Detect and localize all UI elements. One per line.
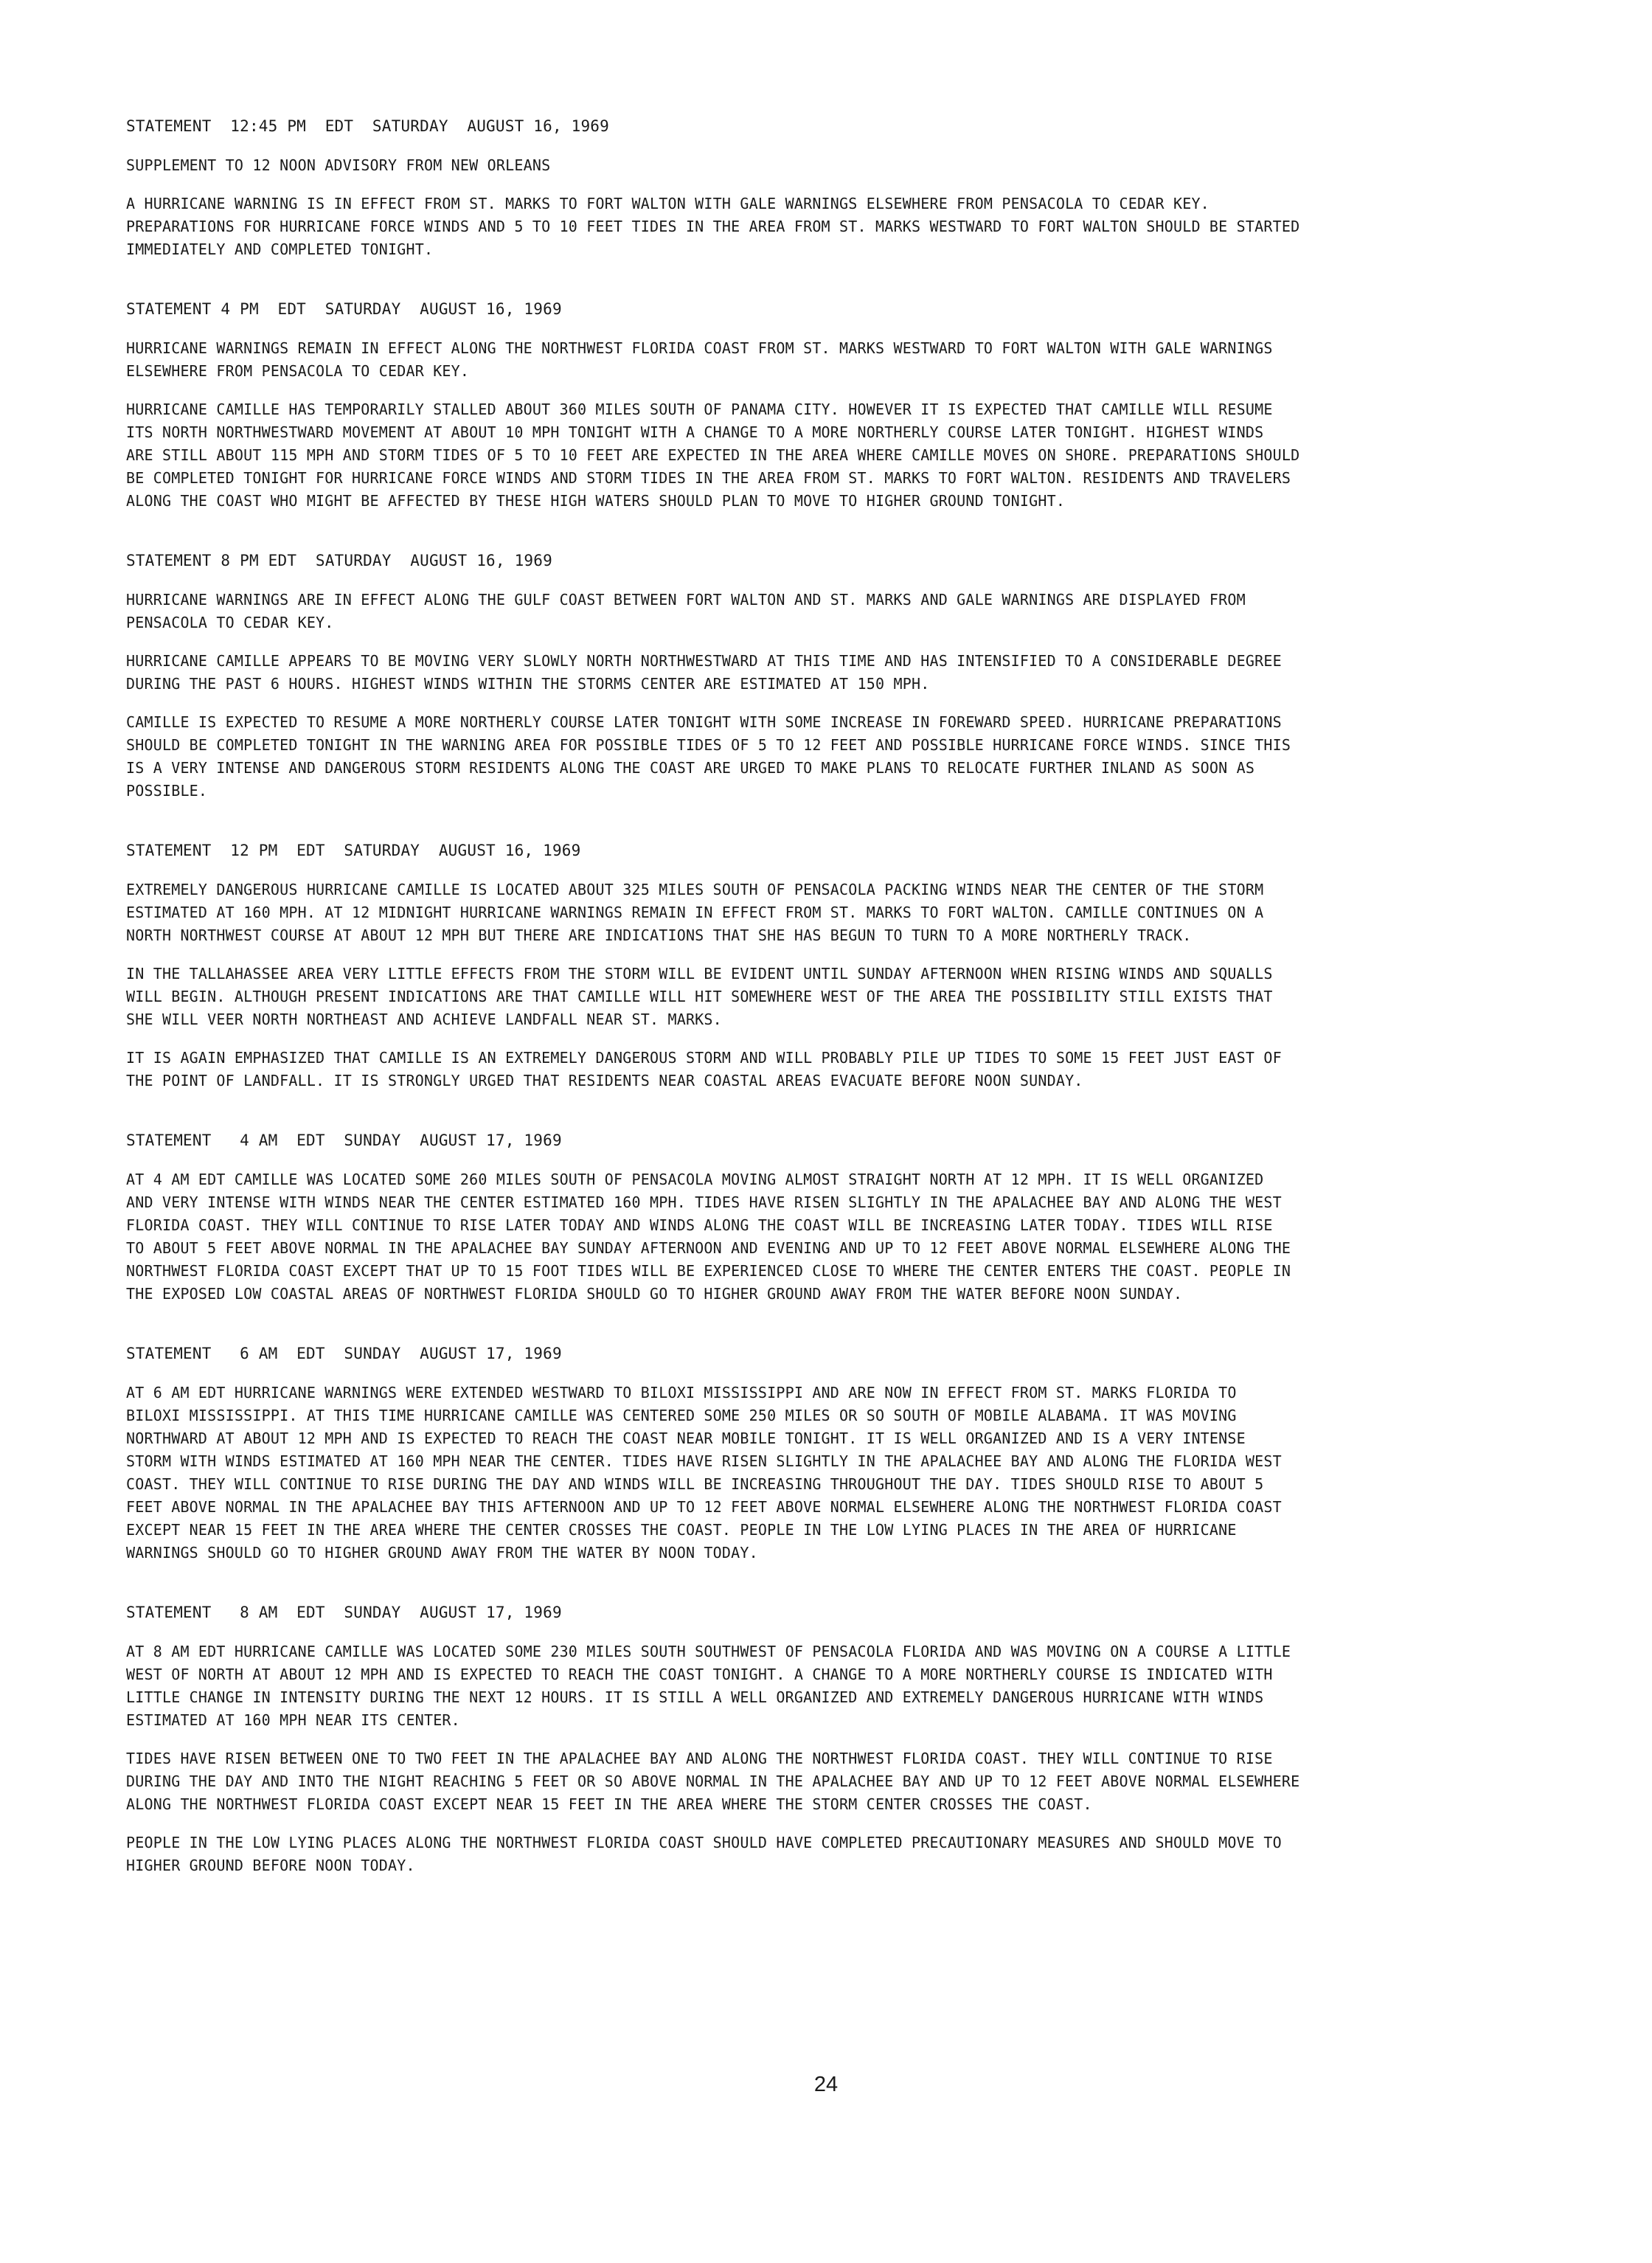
statement-heading: STATEMENT 8 PM EDT SATURDAY AUGUST 16, 1969 <box>126 552 552 569</box>
statement-4am-aug17 <box>126 1129 1572 1306</box>
statement-paragraph: HURRICANE CAMILLE HAS TEMPORARILY STALLED ABOUT 360 MILES SOUTH OF PANAMA CITY. HOWEVER IT IS EXPECTED THAT CAMILLE WILL RESUME ITS NORTH NORTHWESTWARD MOVEMENT AT ABOUT 10 MPH TONIGHT WITH A CHANGE TO A MORE NORTHERLY COURSE LATER TONIGHT. HIGHEST WINDS ARE STILL ABOUT 115 MPH AND STORM TIDES OF 5 TO 10 FEET ARE EXPECTED IN THE AREA WHERE CAMILLE MOVES ON SHORE. PREPARATIONS SHOULD BE COMPLETED TONIGHT FOR HURRICANE FORCE WINDS AND STORM TIDES IN THE AREA FROM ST. MARKS TO FORT WALTON. RESIDENTS AND TRAVELERS ALONG THE COAST WHO MIGHT BE AFFECTED BY THESE HIGH WATERS SHOULD PLAN TO MOVE TO HIGHER GROUND TONIGHT. <box>126 401 1300 510</box>
statement-heading: STATEMENT 6 AM EDT SUNDAY AUGUST 17, 1969 <box>126 1345 562 1362</box>
statement-heading: STATEMENT 12:45 PM EDT SATURDAY AUGUST 16, 1969 <box>126 117 609 135</box>
statement-paragraph: HURRICANE WARNINGS REMAIN IN EFFECT ALONG THE NORTHWEST FLORIDA COAST FROM ST. MARKS WESTWARD TO FORT WALTON WITH GALE WARNINGS ELSEWHERE FROM PENSACOLA TO CEDAR KEY. <box>126 339 1273 380</box>
statement-heading: STATEMENT 4 AM EDT SUNDAY AUGUST 17, 1969 <box>126 1132 562 1149</box>
statement-paragraph: IN THE TALLAHASSEE AREA VERY LITTLE EFFECTS FROM THE STORM WILL BE EVIDENT UNTIL SUNDAY AFTERNOON WHEN RISING WINDS AND SQUALLS WILL BEGIN. ALTHOUGH PRESENT INDICATIONS ARE THAT CAMILLE WILL HIT SOMEWHERE WEST OF THE AREA THE POSSIBILITY STILL EXISTS THAT SHE WILL VEER NORTH NORTHEAST AND ACHIEVE LANDFALL NEAR ST. MARKS. <box>126 965 1273 1028</box>
page-number: 24 <box>813 2073 839 2096</box>
statement-paragraph: AT 8 AM EDT HURRICANE CAMILLE WAS LOCATED SOME 230 MILES SOUTH SOUTHWEST OF PENSACOLA FLORIDA AND WAS MOVING ON A COURSE A LITTLE WEST OF NORTH AT ABOUT 12 MPH AND IS EXPECTED TO REACH THE COAST TONIGHT. A CHANGE TO A MORE NORTHERLY COURSE IS INDICATED WITH LITTLE CHANGE IN INTENSITY DURING THE NEXT 12 HOURS. IT IS STILL A WELL ORGANIZED AND EXTREMELY DANGEROUS HURRICANE WITH WINDS ESTIMATED AT 160 MPH NEAR ITS CENTER. <box>126 1643 1291 1729</box>
statement-heading: STATEMENT 12 PM EDT SATURDAY AUGUST 16, 1969 <box>126 842 581 859</box>
statement-1245pm-aug16 <box>126 115 1572 261</box>
statement-paragraph: A HURRICANE WARNING IS IN EFFECT FROM ST. MARKS TO FORT WALTON WITH GALE WARNINGS ELSEWHERE FROM PENSACOLA TO CEDAR KEY. PREPARATIONS FOR HURRICANE FORCE WINDS AND 5 TO 10 FEET TIDES IN THE AREA FROM ST. MARKS WESTWARD TO FORT WALTON SHOULD BE STARTED IMMEDIATELY AND COMPLETED TONIGHT. <box>126 195 1300 258</box>
statement-paragraph: AT 4 AM EDT CAMILLE WAS LOCATED SOME 260 MILES SOUTH OF PENSACOLA MOVING ALMOST STRAIGHT NORTH AT 12 MPH. IT IS WELL ORGANIZED AND VERY INTENSE WITH WINDS NEAR THE CENTER ESTIMATED 160 MPH. TIDES HAVE RISEN SLIGHTLY IN THE APALACHEE BAY AND ALONG THE WEST FLORIDA COAST. THEY WILL CONTINUE TO RISE LATER TODAY AND WINDS ALONG THE COAST WILL BE INCREASING LATER TODAY. TIDES WILL RISE TO ABOUT 5 FEET ABOVE NORMAL IN THE APALACHEE BAY SUNDAY AFTERNOON AND EVENING AND UP TO 12 FEET ABOVE NORMAL ELSEWHERE ALONG THE NORTHWEST FLORIDA COAST EXCEPT THAT UP TO 15 FOOT TIDES WILL BE EXPERIENCED CLOSE TO WHERE THE CENTER ENTERS THE COAST. PEOPLE IN THE EXPOSED LOW COASTAL AREAS OF NORTHWEST FLORIDA SHOULD GO TO HIGHER GROUND AWAY FROM THE WATER BEFORE NOON SUNDAY. <box>126 1171 1291 1303</box>
statement-paragraph: AT 6 AM EDT HURRICANE WARNINGS WERE EXTENDED WESTWARD TO BILOXI MISSISSIPPI AND ARE NOW IN EFFECT FROM ST. MARKS FLORIDA TO BILOXI MISSISSIPPI. AT THIS TIME HURRICANE CAMILLE WAS CENTERED SOME 250 MILES OR SO SOUTH OF MOBILE ALABAMA. IT WAS MOVING NORTHWARD AT ABOUT 12 MPH AND IS EXPECTED TO REACH THE COAST NEAR MOBILE TONIGHT. IT IS WELL ORGANIZED AND IS A VERY INTENSE STORM WITH WINDS ESTIMATED AT 160 MPH NEAR THE CENTER. TIDES HAVE RISEN SLIGHTLY IN THE APALACHEE BAY AND ALONG THE FLORIDA WEST COAST. THEY WILL CONTINUE TO RISE DURING THE DAY AND WINDS WILL BE INCREASING THROUGHOUT THE DAY. TIDES SHOULD RISE TO ABOUT 5 FEET ABOVE NORMAL IN THE APALACHEE BAY THIS AFTERNOON AND UP TO 12 FEET ABOVE NORMAL ELSEWHERE ALONG THE NORTHWEST FLORIDA COAST EXCEPT NEAR 15 FEET IN THE AREA WHERE THE CENTER CROSSES THE COAST. PEOPLE IN THE LOW LYING PLACES IN THE AREA OF HURRICANE WARNINGS SHOULD GO TO HIGHER GROUND AWAY FROM THE WATER BY NOON TODAY. <box>126 1384 1282 1562</box>
statement-heading: STATEMENT 8 AM EDT SUNDAY AUGUST 17, 1969 <box>126 1604 562 1621</box>
document-body <box>126 115 1572 1914</box>
statement-12pm-aug16 <box>126 839 1572 1092</box>
statement-paragraph: SUPPLEMENT TO 12 NOON ADVISORY FROM NEW ORLEANS <box>126 156 551 174</box>
statement-paragraph: TIDES HAVE RISEN BETWEEN ONE TO TWO FEET IN THE APALACHEE BAY AND ALONG THE NORTHWEST FLORIDA COAST. THEY WILL CONTINUE TO RISE DURING THE DAY AND INTO THE NIGHT REACHING 5 FEET OR SO ABOVE NORMAL IN THE APALACHEE BAY AND UP TO 12 FEET ABOVE NORMAL ELSEWHERE ALONG THE NORTHWEST FLORIDA COAST EXCEPT NEAR 15 FEET IN THE AREA WHERE THE STORM CENTER CROSSES THE COAST. <box>126 1750 1300 1813</box>
statement-paragraph: HURRICANE CAMILLE APPEARS TO BE MOVING VERY SLOWLY NORTH NORTHWESTWARD AT THIS TIME AND HAS INTENSIFIED TO A CONSIDERABLE DEGREE DURING THE PAST 6 HOURS. HIGHEST WINDS WITHIN THE STORMS CENTER ARE ESTIMATED AT 150 MPH. <box>126 652 1282 693</box>
statement-paragraph: CAMILLE IS EXPECTED TO RESUME A MORE NORTHERLY COURSE LATER TONIGHT WITH SOME INCREASE IN FOREWARD SPEED. HURRICANE PREPARATIONS SHOULD BE COMPLETED TONIGHT IN THE WARNING AREA FOR POSSIBLE TIDES OF 5 TO 12 FEET AND POSSIBLE HURRICANE FORCE WINDS. SINCE THIS IS A VERY INTENSE AND DANGEROUS STORM RESIDENTS ALONG THE COAST ARE URGED TO MAKE PLANS TO RELOCATE FURTHER INLAND AS SOON AS POSSIBLE. <box>126 713 1291 800</box>
statement-8pm-aug16 <box>126 550 1572 803</box>
statement-8am-aug17 <box>126 1601 1572 1877</box>
statement-6am-aug17 <box>126 1342 1572 1564</box>
statement-heading: STATEMENT 4 PM EDT SATURDAY AUGUST 16, 1969 <box>126 300 562 318</box>
statement-paragraph: EXTREMELY DANGEROUS HURRICANE CAMILLE IS LOCATED ABOUT 325 MILES SOUTH OF PENSACOLA PACKING WINDS NEAR THE CENTER OF THE STORM ESTIMATED AT 160 MPH. AT 12 MIDNIGHT HURRICANE WARNINGS REMAIN IN EFFECT FROM ST. MARKS TO FORT WALTON. CAMILLE CONTINUES ON A NORTH NORTHWEST COURSE AT ABOUT 12 MPH BUT THERE ARE INDICATIONS THAT SHE HAS BEGUN TO TURN TO A MORE NORTHERLY TRACK. <box>126 881 1264 944</box>
statement-paragraph: PEOPLE IN THE LOW LYING PLACES ALONG THE NORTHWEST FLORIDA COAST SHOULD HAVE COMPLETED PRECAUTIONARY MEASURES AND SHOULD MOVE TO HIGHER GROUND BEFORE NOON TODAY. <box>126 1834 1282 1874</box>
statement-paragraph: IT IS AGAIN EMPHASIZED THAT CAMILLE IS AN EXTREMELY DANGEROUS STORM AND WILL PROBABLY PILE UP TIDES TO SOME 15 FEET JUST EAST OF THE POINT OF LANDFALL. IT IS STRONGLY URGED THAT RESIDENTS NEAR COASTAL AREAS EVACUATE BEFORE NOON SUNDAY. <box>126 1049 1282 1089</box>
statement-paragraph: HURRICANE WARNINGS ARE IN EFFECT ALONG THE GULF COAST BETWEEN FORT WALTON AND ST. MARKS AND GALE WARNINGS ARE DISPLAYED FROM PENSACOLA TO CEDAR KEY. <box>126 591 1246 631</box>
statement-4pm-aug16 <box>126 298 1572 513</box>
